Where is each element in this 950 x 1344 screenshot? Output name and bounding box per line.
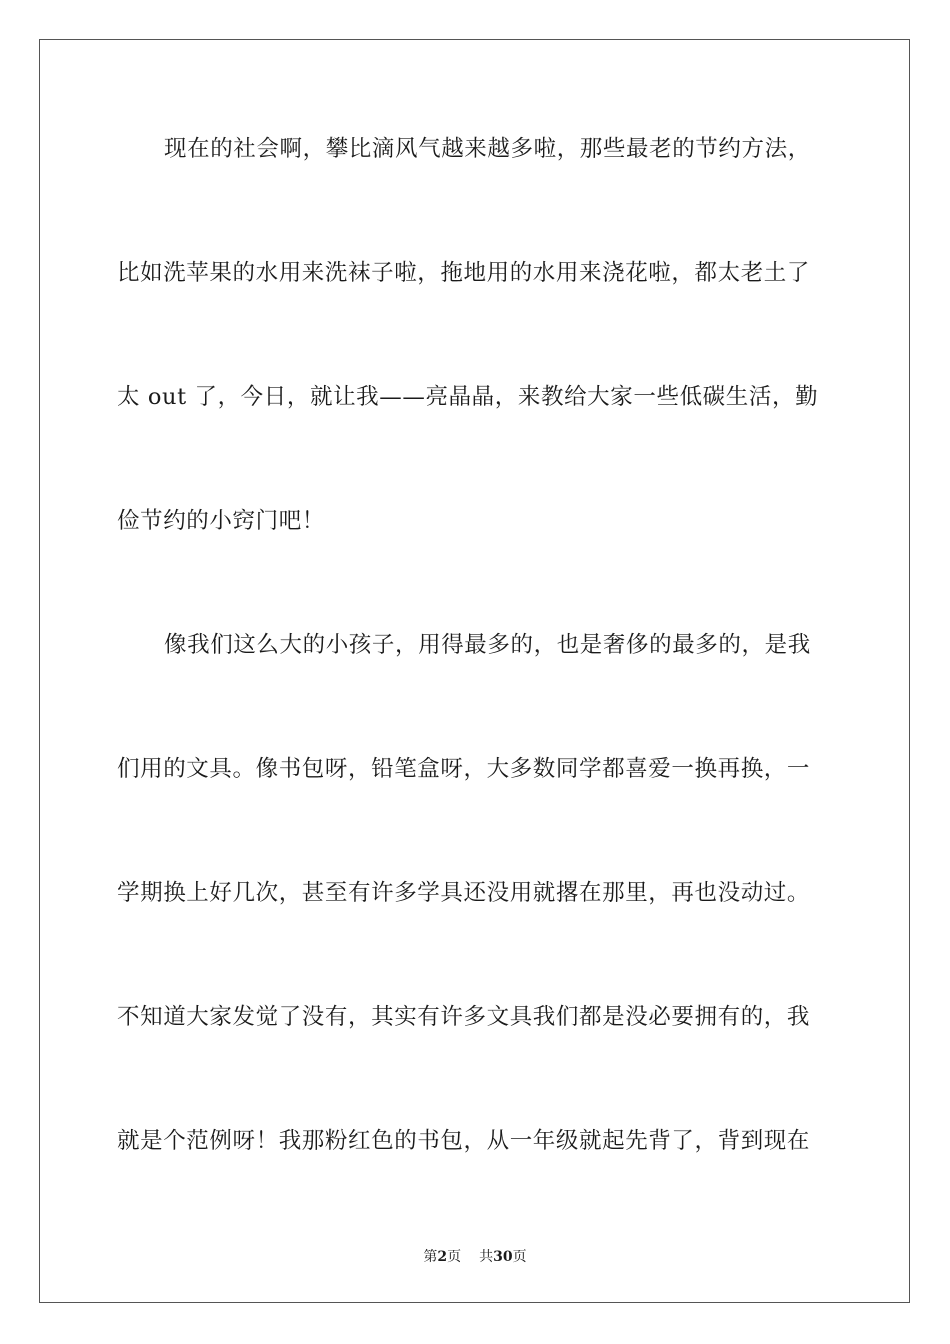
paragraph-2-line-1: 像我们这么大的小孩子，用得最多的，也是奢侈的最多的，是我 xyxy=(164,632,811,658)
page-footer xyxy=(0,1248,950,1266)
total-prefix: 共 xyxy=(479,1249,494,1265)
paragraph-1-line-2: 比如洗苹果的水用来洗袜子啦，拖地用的水用来浇花啦，都太老土了 xyxy=(117,260,811,286)
total-pages: 30 xyxy=(493,1249,513,1265)
page-suffix: 页 xyxy=(447,1249,462,1265)
paragraph-1-line-1: 现在的社会啊，攀比滴风气越来越多啦，那些最老的节约方法， xyxy=(164,136,811,162)
paragraph-2-line-2: 们用的文具。像书包呀，铅笔盒呀，大多数同学都喜爱一换再换，一 xyxy=(117,756,811,782)
paragraph-2-line-4: 不知道大家发觉了没有，其实有许多文具我们都是没必要拥有的，我 xyxy=(117,1004,811,1030)
total-suffix: 页 xyxy=(512,1249,527,1265)
paragraph-1-line-3: 太 out 了，今日，就让我——亮晶晶，来教给大家一些低碳生活，勤 xyxy=(117,384,819,410)
paragraph-1-line-4: 俭节约的小窍门吧！ xyxy=(117,508,325,534)
paragraph-2-line-3: 学期换上好几次，甚至有许多学具还没用就撂在那里，再也没动过。 xyxy=(117,880,811,906)
page-prefix: 第 xyxy=(423,1249,438,1265)
page-border xyxy=(39,39,910,1303)
paragraph-2-line-5: 就是个范例呀！我那粉红色的书包，从一年级就起先背了，背到现在 xyxy=(117,1128,811,1154)
page-number: 2 xyxy=(437,1249,448,1265)
